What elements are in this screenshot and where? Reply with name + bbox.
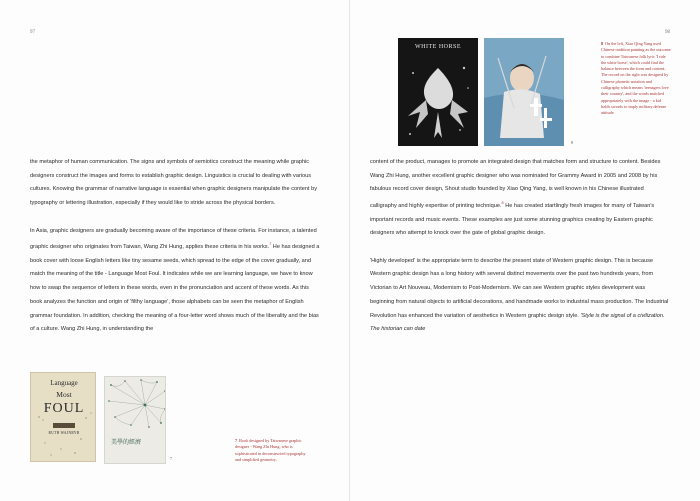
figure-8-caption xyxy=(601,41,671,117)
right-paragraph-2-text: 'Highly developed' is the appropriate term to describe the present state of Western graphic design. This is because Western graphic design has a long history with several distinct movements over the past two hundreds years, from Victorian to Art Nouveau, Modernism to Post-Modernism. We can see Western graphic styles development was beginning from natural objects to artificial decorations, and handmade works to industrial mass production. The Industrial Revolution has enhanced the variation of aesthetics in Western graphic design style. xyxy=(370,257,669,319)
left-paragraph-1: the metaphor of human communication. The signs and symbols of semiotics construct the meaning while graphic designers construct the images and forms to establish graphic design. Linguistics is crucial to dealing with various cultures. Knowing the grammar of narrative language is essential when graphic designers manipulate the content by typography or lettering illustration, especially if they would like to stride across the physical borders. xyxy=(30,159,317,207)
cover-title-line-1: Language xyxy=(50,379,78,387)
figure-number-8: 8 xyxy=(571,140,573,145)
caption-number-7: 7 xyxy=(235,438,238,443)
left-body-text xyxy=(30,156,322,351)
figure-number-7: 7 xyxy=(170,456,172,461)
scattered-letters-decoration xyxy=(31,373,96,462)
radial-line-graphic xyxy=(105,377,166,464)
caption-number-8: 8 xyxy=(601,41,604,46)
ink-bird-illustration xyxy=(398,38,478,146)
caption-text-7: Book designed by Taiwanese graphic designer - Wang Zhi Hung, who is sophisticated in deconstructed typography and simplified geometry. xyxy=(235,438,306,462)
caption-text-8: On the left, Xiao Qing Yang used Chinese tradition painting as the outcome to combine Taiwanese folk lyric 'I ride the white horse', which could find the balance between the form and content. The record on the right was designed by Chinese phonetic notation and calligraphy which means 'teenagers love their country', and the words matched appropriately with the image - a kid holds swords to imply military defense attitude. xyxy=(601,41,671,116)
right-paragraph-1-continued: He has created startlingly fresh images for many of Taiwan's important records and music events. These examples are just some stunning graphics creating by Eastern graphic designers who attempt to knock over the gate of global graphic design. xyxy=(370,202,655,237)
left-paragraph-2-continued: He has designed a book cover with loose English letters like tiny sesame seeds, which spread to the edge of the cover gradually, and match the meaning of the title - Language Most Foul. It indicates while we are learning language, we have to know how to swap the sequence of letters in these words, even in the pronunciation and accent of these words. As this book analyzes the function and origin of 'filthy language', those alphabets can be seen the metaphor of English grammar foundation. In addition, checking the meaning of a four-letter word shows much of the liberality and the bias of a culture. Wang Zhi Hung, in understanding the xyxy=(30,244,320,333)
left-paragraph-2 xyxy=(30,225,322,337)
cover-title-line-3: FOUL xyxy=(43,401,85,416)
record-title: WHITE HORSE xyxy=(415,44,461,50)
right-paragraph-2-quote: 'Style is the signal of a civilization. The historian can date xyxy=(370,312,665,333)
right-paragraph-1 xyxy=(370,156,670,241)
right-paragraph-2 xyxy=(370,255,670,337)
right-body-text xyxy=(370,156,670,351)
page-number-right: 98 xyxy=(665,30,670,35)
right-paragraph-1-text: content of the product, manages to promote an integrated design that matches form and structure to content. Besides Wang Zhi Hung, another excellent graphic designer who was nominated for Grammy Award in 2005 and 2008 by his fabulous record cover design, Shout studio founded by Xiao Qing Yang, is well known in his Chinese illustrated calligraphy and highly expertise of printing technique. xyxy=(370,159,661,209)
language-most-foul-cover-image xyxy=(30,372,96,462)
cover-chinese-title: 美學的經濟 xyxy=(111,439,142,446)
white-horse-record-cover-image xyxy=(398,38,478,146)
cover-title-line-2: Most xyxy=(56,390,72,399)
child-illustration xyxy=(484,38,564,146)
cover-author: RUTH WAJNRYB xyxy=(48,431,80,435)
footnote-marker-8: 8 xyxy=(501,201,504,206)
figure-7-caption xyxy=(235,438,309,463)
footnote-marker-7: 7 xyxy=(269,242,272,247)
aesthetic-economy-cover-image xyxy=(104,376,166,464)
left-paragraph-2-text: In Asia, graphic designers are gradually becoming aware of the importance of these criteria. For instance, a talented graphic designer who originates from Taiwan, Wang Zhi Hung, applies these criteria in his works. xyxy=(30,227,317,251)
page-number-left: 97 xyxy=(30,30,35,35)
child-with-swords-record-cover-image xyxy=(484,38,564,146)
